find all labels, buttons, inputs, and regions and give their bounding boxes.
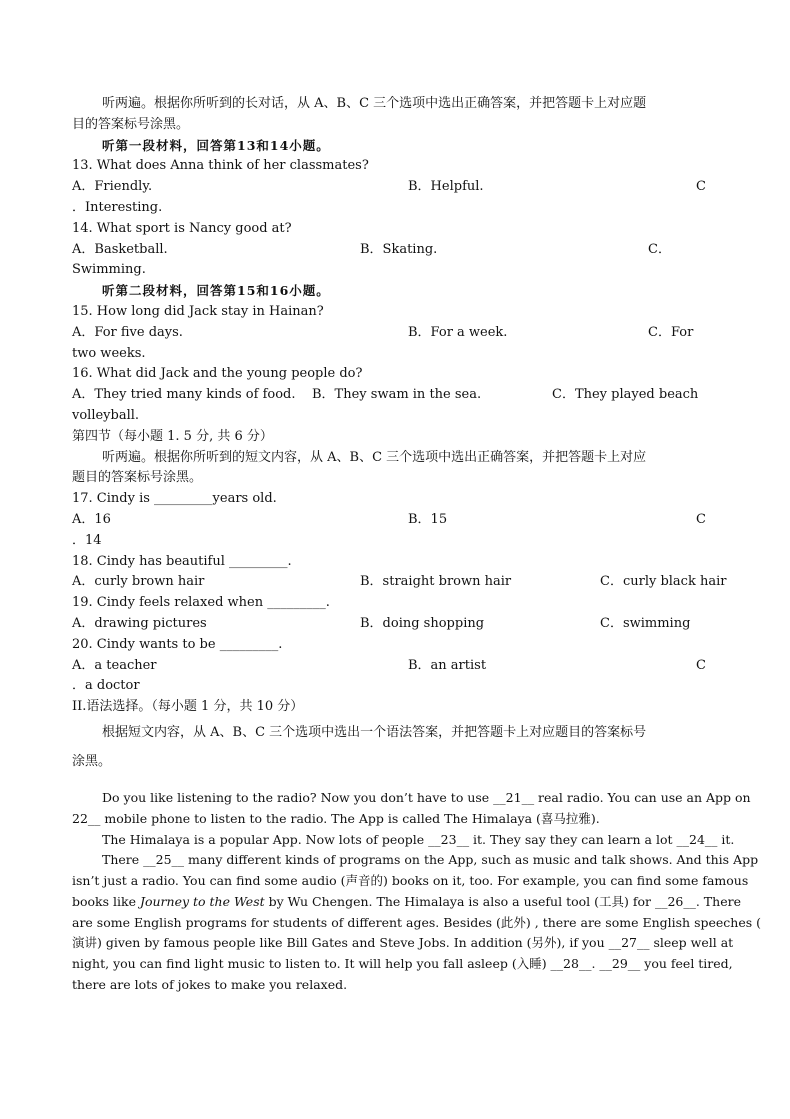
passage-line-7: are some English programs for students of different ages. Besides (此外) , there are some English speeches ( [72, 914, 762, 930]
q18-option-c: C．curly black hair [600, 574, 727, 590]
q14-option-c-letter: C． [648, 241, 671, 257]
grammar-instruction-line2: 涂黑。 [72, 753, 112, 769]
question-14-options [72, 240, 718, 261]
q16-option-b: B．They swam in the sea. [312, 387, 482, 403]
q16-option-c-end: volleyball. [72, 407, 140, 423]
question-16-stem: 16. What did Jack and the young people do? [72, 366, 363, 382]
q19-option-a: A．drawing pictures [72, 615, 207, 631]
question-20-stem: 20. Cindy wants to be _________. [72, 636, 283, 652]
q14-option-b: B．Skating. [360, 241, 438, 257]
question-15-stem: 15. How long did Jack stay in Hainan? [72, 303, 324, 319]
passage-line-9: night, you can find light music to listen to. It will help you fall asleep (入睡) __28__. __29__ you feel tired, [72, 956, 733, 972]
q17-option-c-letter: C [696, 511, 706, 527]
q16-option-c-start: C．They played beach [552, 387, 699, 403]
q17-option-b: B．15 [408, 511, 448, 527]
q16-option-a: A．They tried many kinds of food. [72, 387, 296, 403]
q20-option-a: A．a teacher [72, 657, 157, 673]
q18-option-a: A．curly brown hair [72, 574, 205, 590]
question-19-stem: 19. Cindy feels relaxed when _________. [72, 595, 330, 611]
passage-line-3: The Himalaya is a popular App. Now lots of people __23__ it. They say they can learn a lot __24__ it. [102, 831, 735, 847]
question-18-stem: 18. Cindy has beautiful _________. [72, 553, 292, 569]
question-17-options [72, 510, 718, 531]
section4-instruction-line1: 听两遍。根据你所听到的短文内容，从 A、B、C 三个选项中选出正确答案，并把答题卡上对应 [102, 449, 647, 465]
question-15-options [72, 323, 718, 344]
q13-option-a: A．Friendly. [72, 179, 153, 195]
q17-option-c-text: ．14 [72, 532, 102, 548]
passage-line-6 [72, 892, 741, 913]
spacer [72, 776, 718, 788]
section3-instruction-line2: 目的答案标号涂黑。 [72, 116, 190, 132]
passage-line-10: there are lots of jokes to make you relaxed. [72, 977, 348, 993]
book-title: Journey to the West [139, 893, 265, 909]
question-19-options [72, 614, 718, 635]
q15-option-c-end: two weeks. [72, 345, 146, 361]
passage-line-6-end: by Wu Chengen. The Himalaya is also a useful tool (工具) for __26__. There [264, 893, 741, 909]
question-17-stem: 17. Cindy is _________years old. [72, 491, 277, 507]
passage-line-8: 演讲) given by famous people like Bill Gates and Steve Jobs. In addition (另外), if you __27__ sleep well at [72, 935, 734, 951]
question-14-stem: 14. What sport is Nancy good at? [72, 220, 292, 236]
grammar-instruction-line1: 根据短文内容，从 A、B、C 三个选项中选出一个语法答案，并把答题卡上对应题目的答案标号 [102, 724, 647, 740]
grammar-passage [72, 788, 762, 996]
q13-option-b: B．Helpful. [408, 179, 484, 195]
material-2-heading: 听第二段材料，回答第15和16小题。 [102, 283, 330, 299]
q14-option-c-text: Swimming. [72, 262, 146, 278]
q17-option-a: A．16 [72, 511, 111, 527]
q15-option-b: B．For a week. [408, 324, 508, 340]
q14-option-a: A．Basketball. [72, 241, 168, 257]
passage-line-1: Do you like listening to the radio? Now you don’t have to use __21__ real radio. You can use an App on [102, 789, 751, 805]
q15-option-c-start: C．For [648, 324, 694, 340]
passage-line-4: There __25__ many different kinds of programs on the App, such as music and talk shows. And this App [102, 852, 759, 868]
q13-option-c-text: ．Interesting. [72, 199, 163, 215]
q20-option-b: B．an artist [408, 657, 487, 673]
q20-option-c-text: ．a doctor [72, 678, 140, 694]
grammar-section-heading: II.语法选择。（每小题 1 分，共 10 分） [72, 699, 304, 715]
section4-instruction-line2: 题目的答案标号涂黑。 [72, 470, 203, 486]
section-4-heading: 第四节（每小题 1. 5 分, 共 6 分） [72, 428, 273, 444]
passage-line-5: isn’t just a radio. You can find some audio (声音的) books on it, too. For example, you can find some famous [72, 873, 749, 889]
q20-option-c-letter: C [696, 657, 706, 673]
q19-option-c: C．swimming [600, 615, 691, 631]
q19-option-b: B．doing shopping [360, 615, 485, 631]
passage-line-6-start: books like [72, 893, 140, 909]
material-1-heading: 听第一段材料，回答第13和14小题。 [102, 137, 330, 153]
q15-option-a: A．For five days. [72, 324, 183, 340]
question-16-options [72, 385, 718, 406]
question-13-stem: 13. What does Anna think of her classmates? [72, 158, 369, 174]
section3-instruction-line1: 听两遍。根据你所听到的长对话，从 A、B、C 三个选项中选出正确答案，并把答题卡上对应题 [102, 96, 647, 111]
q18-option-b: B．straight brown hair [360, 574, 512, 590]
passage-line-2: 22__ mobile phone to listen to the radio. The App is called The Himalaya (喜马拉雅). [72, 810, 600, 826]
exam-page [72, 94, 762, 996]
question-13-options [72, 177, 718, 198]
question-20-options [72, 656, 718, 677]
question-18-options [72, 572, 727, 593]
q13-option-c-letter: C [696, 179, 706, 195]
